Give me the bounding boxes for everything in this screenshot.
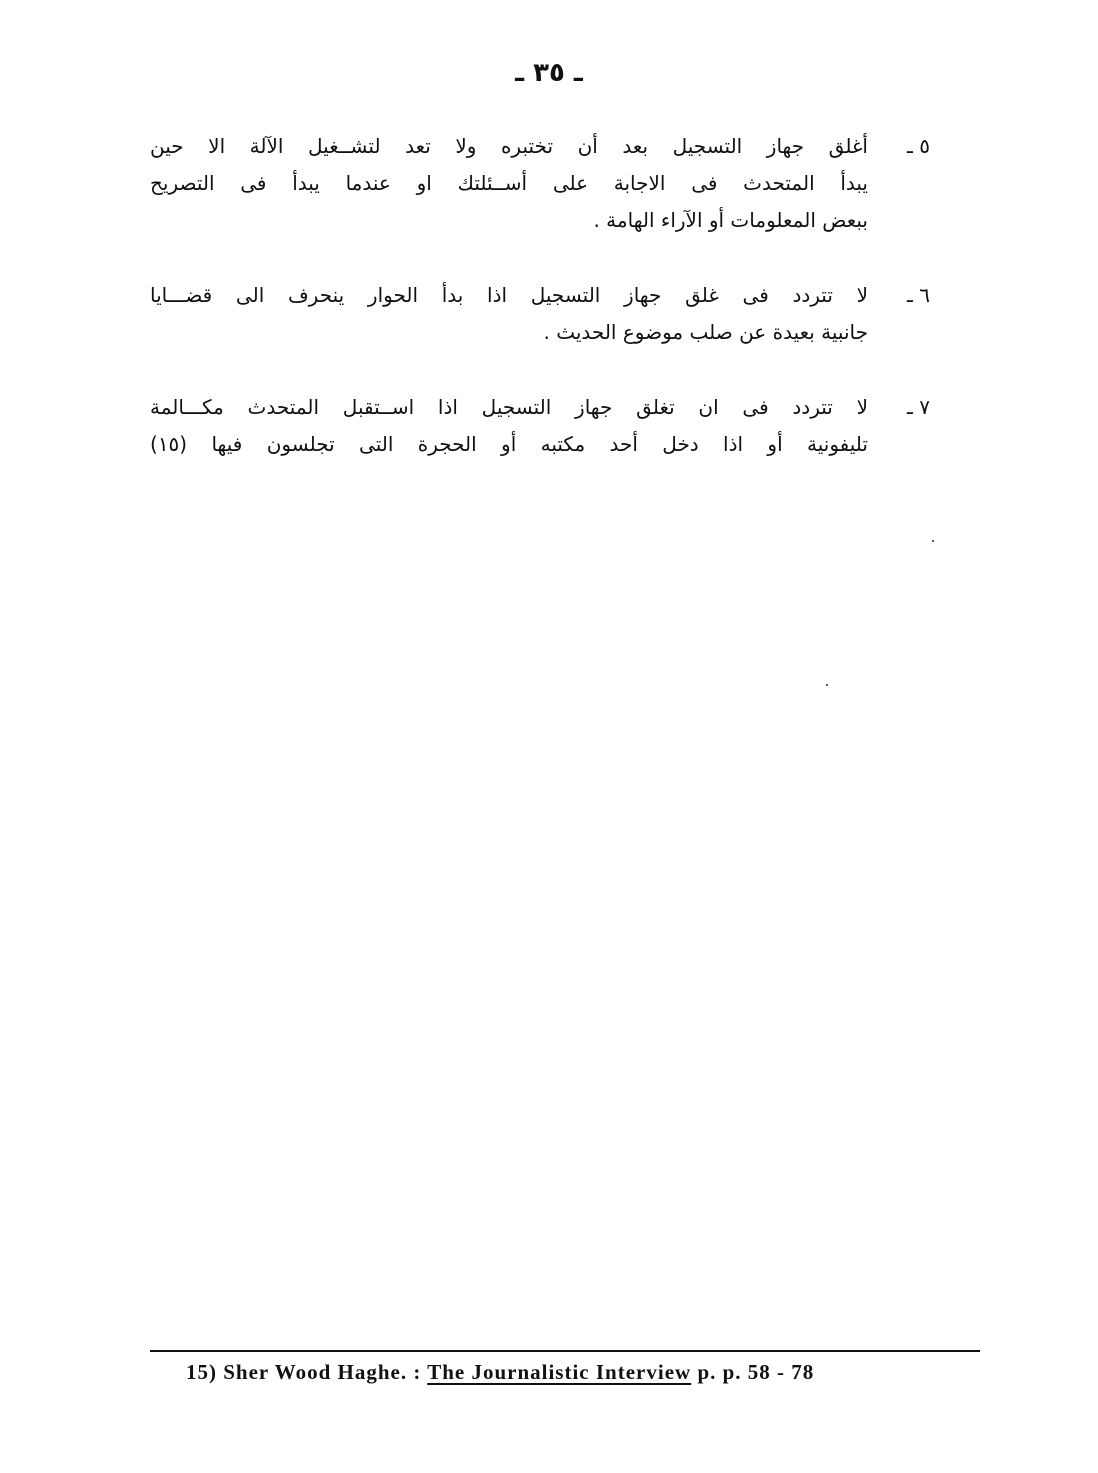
scan-speck [826, 684, 828, 686]
text-line: تليفونية أو اذا دخل أحد مكتبه أو الحجرة التى تجلسون فيها (١٥) [150, 432, 868, 456]
item-text [150, 128, 868, 239]
footnote-divider [150, 1350, 980, 1352]
item-number: ٥ ـ [907, 134, 930, 158]
text-line: لا تتردد فى ان تغلق جهاز التسجيل اذا اســتقبل المتحدث مكـــالمة [150, 395, 868, 419]
footnote-pages: p. p. 58 - 78 [691, 1360, 815, 1384]
item-list [150, 128, 930, 501]
item-number: ٧ ـ [907, 395, 930, 419]
item-text [150, 389, 868, 463]
footnote-reference: 15) Sher Wood Haghe. : [186, 1360, 428, 1384]
item-text [150, 277, 868, 351]
footnote-citation [150, 1360, 980, 1385]
text-line: ببعض المعلومات أو الآراء الهامة . [593, 208, 868, 232]
list-item [150, 389, 930, 463]
footnote-title: The Journalistic Interview [427, 1360, 692, 1384]
item-number: ٦ ـ [907, 283, 930, 307]
footnote [150, 1350, 980, 1385]
page-number: ـ ٣٥ ـ [515, 58, 583, 88]
text-line: أغلق جهاز التسجيل بعد أن تختبره ولا تعد لتشــغيل الآلة الا حين [150, 134, 868, 158]
text-line: جانبية بعيدة عن صلب موضوع الحديث . [543, 320, 868, 344]
list-item [150, 128, 930, 239]
text-line: لا تتردد فى غلق جهاز التسجيل اذا بدأ الحوار ينحرف الى قضـــايا [150, 283, 868, 307]
list-item [150, 277, 930, 351]
text-line: يبدأ المتحدث فى الاجابة على أســئلتك او عندما يبدأ فى التصريح [150, 171, 868, 195]
scan-speck [932, 540, 934, 542]
